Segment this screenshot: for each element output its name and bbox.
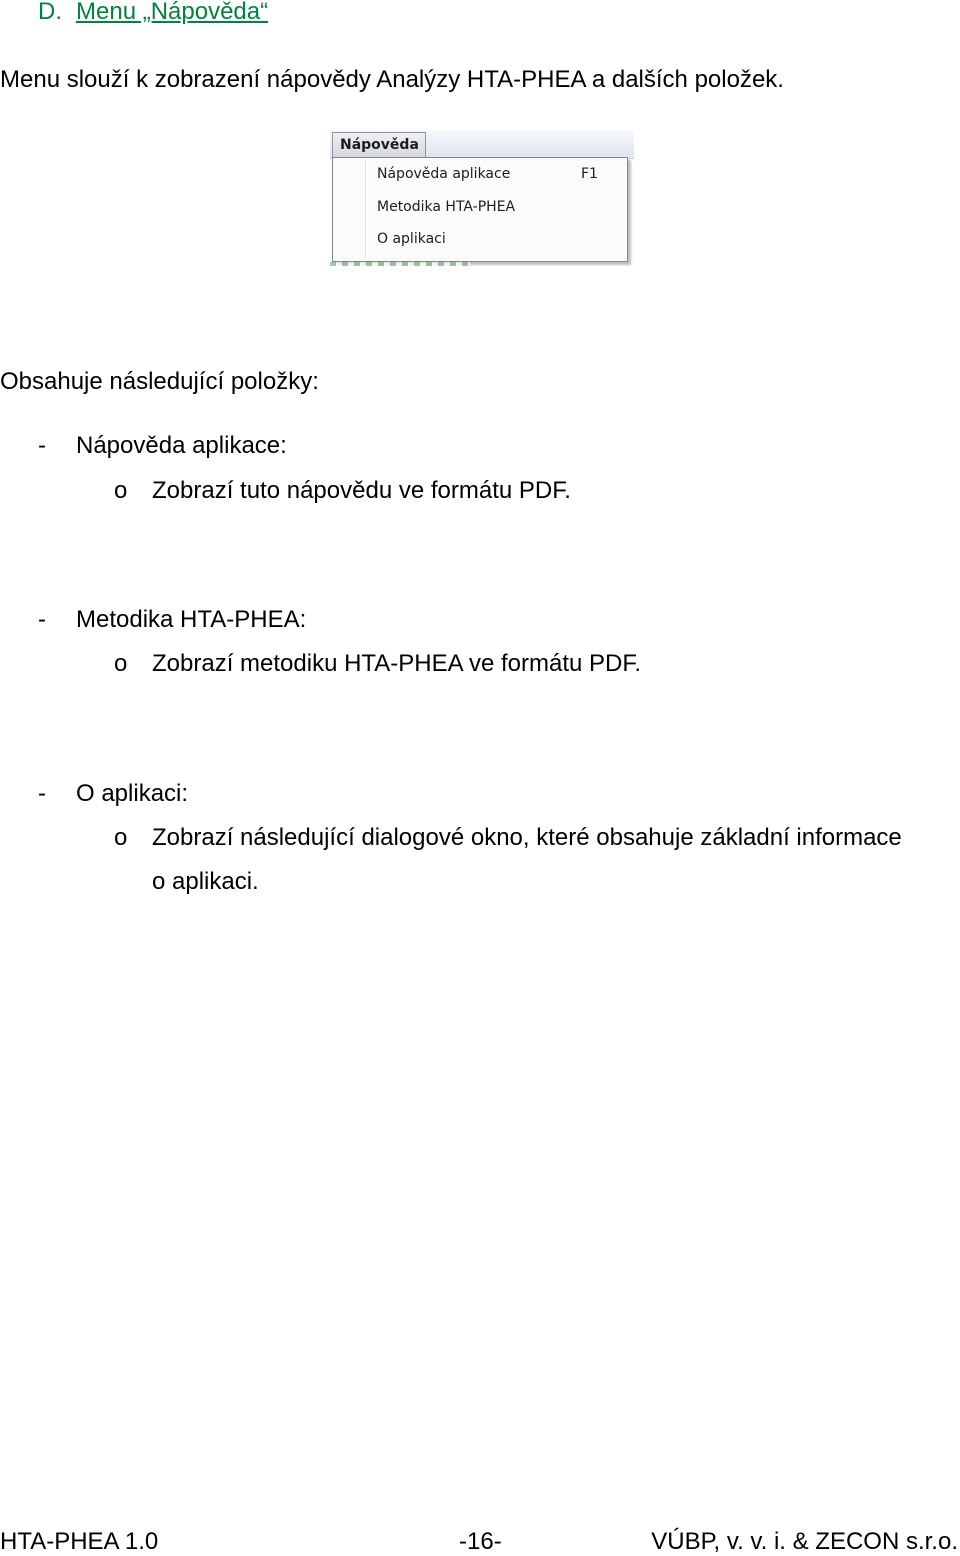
menu-screenshot (330, 130, 634, 266)
item-description-metodika: Zobrazí metodiku HTA-PHEA ve formátu PDF. (152, 650, 642, 677)
menu-item-napoveda-aplikace[interactable] (377, 166, 598, 182)
menu-item-o-aplikaci[interactable] (377, 231, 446, 247)
dropdown-menu (332, 157, 628, 262)
menu-gutter (365, 160, 367, 259)
footer-product: HTA-PHEA 1.0 (0, 1528, 159, 1555)
section-number: D. (38, 0, 62, 25)
bullet-dash: - (38, 780, 46, 807)
item-label-metodika: Metodika HTA-PHEA: (76, 606, 307, 633)
menu-item-label: Nápověda aplikace (377, 166, 511, 182)
footer-company: VÚBP, v. v. i. & ZECON s.r.o. (651, 1528, 958, 1555)
item-description-napoveda: Zobrazí tuto nápovědu ve formátu PDF. (152, 477, 571, 504)
menu-bar (330, 130, 634, 159)
contains-label: Obsahuje následující položky: (0, 368, 319, 395)
menu-item-metodika[interactable] (377, 199, 515, 215)
menu-napoveda[interactable]: Nápověda (332, 132, 426, 157)
bullet-dash: - (38, 606, 46, 633)
intro-paragraph: Menu slouží k zobrazení nápovědy Analýzy HTA-PHEA a dalších položek. (0, 66, 784, 93)
bullet-circle: o (114, 477, 128, 504)
bullet-circle: o (114, 650, 128, 677)
bullet-dash: - (38, 432, 46, 459)
item-description-o-aplikaci: Zobrazí následující dialogové okno, které obsahuje základní informace (152, 824, 902, 851)
section-heading (38, 0, 268, 26)
menu-item-shortcut: F1 (581, 166, 598, 182)
menu-item-label: O aplikaci (377, 231, 446, 247)
background-strip (330, 262, 470, 266)
item-label-napoveda: Nápověda aplikace: (76, 432, 287, 459)
section-title: Menu „Nápověda“ (76, 0, 269, 25)
item-description-o-aplikaci-cont: o aplikaci. (152, 868, 259, 895)
item-label-o-aplikaci: O aplikaci: (76, 780, 189, 807)
bullet-circle: o (114, 824, 128, 851)
menu-item-label: Metodika HTA-PHEA (377, 199, 516, 215)
footer-page-number: -16- (459, 1528, 502, 1555)
